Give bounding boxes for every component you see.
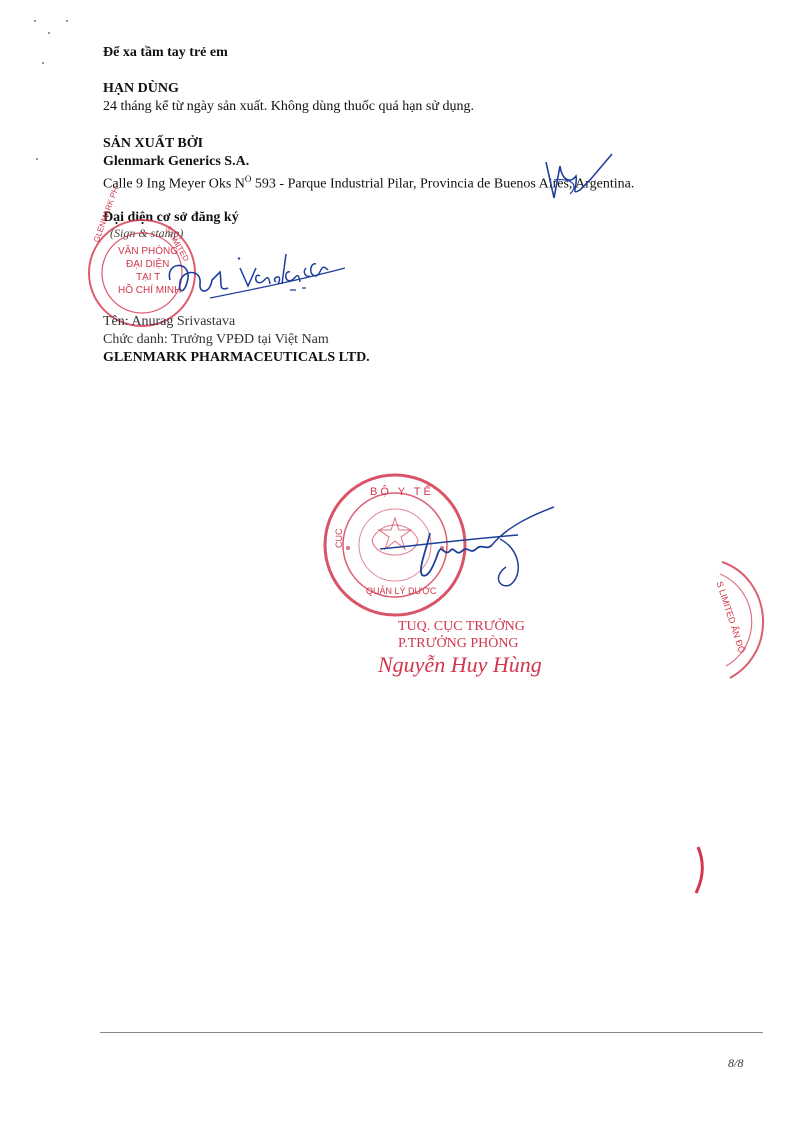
sign-note: (Sign & stamp)	[110, 226, 184, 240]
edge-stamp	[700, 560, 800, 680]
scan-speck	[34, 20, 36, 22]
manufacturer-heading: SẢN XUẤT BỞI	[103, 136, 204, 151]
authority-line-2: P.TRƯỞNG PHÒNG	[398, 636, 519, 651]
expiry-text: 24 tháng kể từ ngày sản xuất. Không dùng thuốc quá hạn sử dụng.	[103, 99, 474, 114]
footer-divider	[100, 1032, 763, 1033]
manufacturer-address: Calle 9 Ing Meyer Oks $N^O$ 593 - Parque Industrial Pilar, Provincia de Buenos Aires, Argentina.	[103, 174, 635, 192]
representative-title: Chức danh: Trưởng VPĐD tại Việt Nam	[103, 332, 329, 347]
stamp-line-3: TẠI T	[136, 272, 161, 283]
representative-name: Tên: Anurag Srivastava	[103, 314, 236, 329]
authority-signature	[360, 505, 560, 590]
seal-bottom-text: QUẢN LÝ DƯỢC	[366, 586, 437, 596]
manufacturer-name: Glenmark Generics S.A.	[103, 154, 250, 169]
seal-left-text: CỤC	[334, 528, 344, 548]
expiry-heading: HẠN DÙNG	[103, 81, 179, 96]
authority-line-1: TUQ. CỤC TRƯỞNG	[398, 619, 525, 634]
page-number: 8/8	[728, 1056, 744, 1070]
scan-speck	[66, 20, 68, 22]
stamp-line-2: ĐẠI DIỆN	[126, 259, 170, 270]
scan-speck	[48, 32, 50, 34]
authority-signer-name: Nguyễn Huy Hùng	[378, 652, 542, 677]
stamp-ring-left: GLENMARK PH	[91, 185, 121, 244]
stamp-line-4: HỒ CHÍ MINH	[118, 285, 182, 296]
scan-speck	[42, 62, 44, 64]
stamp-line-1: VĂN PHÒNG	[118, 246, 179, 257]
edge-stamp-text: S LIMITED ẤN ĐỘ	[714, 580, 748, 655]
representative-signature	[150, 232, 350, 312]
scan-speck	[36, 158, 38, 160]
representative-company: GLENMARK PHARMACEUTICALS LTD.	[103, 350, 370, 365]
keep-away-warning: Để xa tầm tay trẻ em	[103, 45, 228, 60]
address-signature	[540, 150, 620, 210]
stamp-ring-right: S LIMITED	[163, 224, 191, 263]
representative-heading: Đại diện cơ sở đăng ký	[103, 210, 239, 225]
red-mark	[690, 845, 710, 895]
seal-top-text: BỘ Y TẾ	[370, 486, 434, 498]
